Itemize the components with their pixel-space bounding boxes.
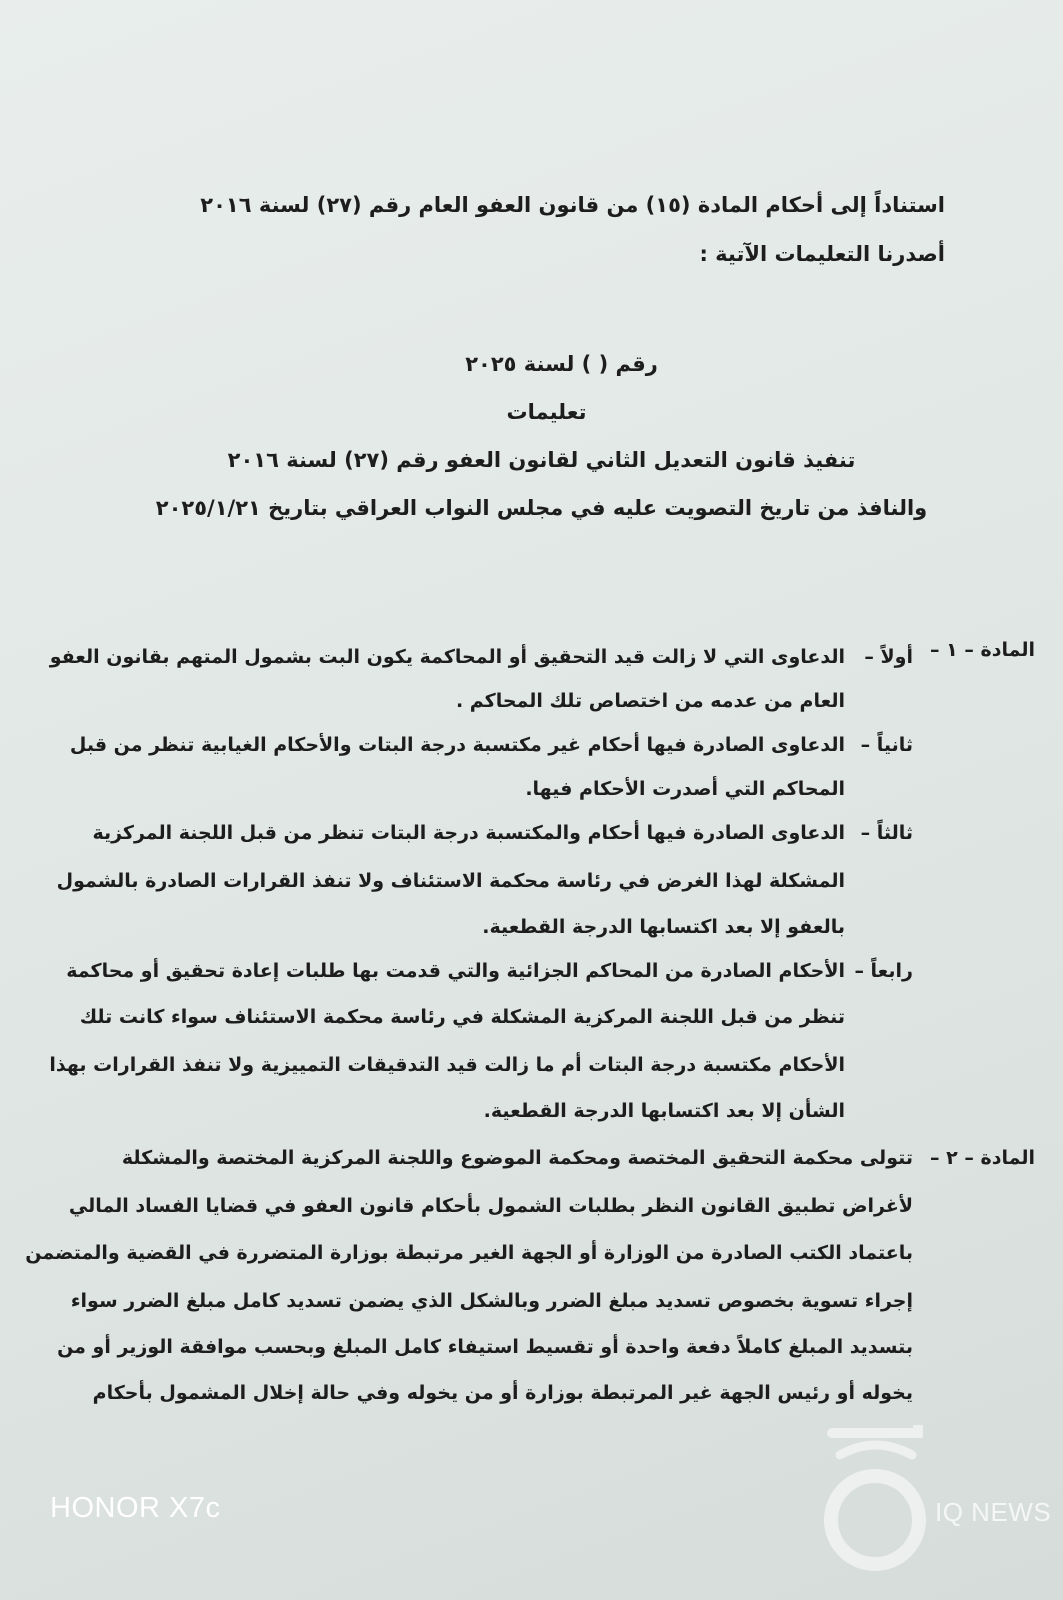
article-1-item-2-label: ثانياً – bbox=[860, 734, 913, 756]
iq-news-logo-icon bbox=[820, 1425, 930, 1575]
article-1-item-4-line-3: الأحكام مكتسبة درجة البتات أم ما زالت قيد التدقيقات التمييزية ولا تنفذ القرارات بهذا bbox=[49, 1054, 845, 1076]
watermark-text: IQ NEWS bbox=[935, 1497, 1052, 1527]
article-1-item-4-line-1: الأحكام الصادرة من المحاكم الجزائية والتي قدمت بها طلبات إعادة تحقيق أو محاكمة bbox=[66, 960, 845, 982]
instruction-number: رقم ( ) لسنة ٢٠٢٥ bbox=[465, 352, 658, 376]
article-2-label: المادة – ٢ – bbox=[930, 1147, 1035, 1169]
article-1-item-2-line-2: المحاكم التي أصدرت الأحكام فيها. bbox=[525, 778, 845, 800]
document-subtitle-line-1: تنفيذ قانون التعديل الثاني لقانون العفو رقم (٢٧) لسنة ٢٠١٦ bbox=[227, 448, 856, 472]
article-1-item-1-label: أولاً – bbox=[864, 646, 913, 668]
article-1-item-3-line-2: المشكلة لهذا الغرض في رئاسة محكمة الاستئناف ولا تنفذ القرارات الصادرة بالشمول bbox=[56, 870, 845, 892]
article-2-line-1: تتولى محكمة التحقيق المختصة ومحكمة الموضوع واللجنة المركزية المختصة والمشكلة bbox=[121, 1147, 913, 1169]
article-1-item-4-line-4: الشأن إلا بعد اكتسابها الدرجة القطعية. bbox=[483, 1100, 845, 1122]
article-2-line-3: باعتماد الكتب الصادرة من الوزارة أو الجهة الغير مرتبطة بوزارة المتضررة في القضية والمتضمن bbox=[25, 1242, 913, 1264]
article-1-item-3-label: ثالثاً – bbox=[860, 822, 913, 844]
article-1-item-2-line-1: الدعاوى الصادرة فيها أحكام غير مكتسبة درجة البتات والأحكام الغيابية تنظر من قبل bbox=[69, 734, 845, 756]
article-1-item-1-line-1: الدعاوى التي لا زالت قيد التحقيق أو المحاكمة يكون البت بشمول المتهم بقانون العفو bbox=[49, 646, 845, 668]
article-1-item-3-line-1: الدعاوى الصادرة فيها أحكام والمكتسبة درجة البتات تنظر من قبل اللجنة المركزية bbox=[92, 822, 845, 844]
article-1-item-1-line-2: العام من عدمه من اختصاص تلك المحاكم . bbox=[455, 690, 845, 712]
article-2-line-6: يخوله أو رئيس الجهة غير المرتبطة بوزارة أو من يخوله وفي حالة إخلال المشمول بأحكام bbox=[92, 1382, 913, 1404]
article-1-item-3-line-3: بالعفو إلا بعد اكتسابها الدرجة القطعية. bbox=[482, 916, 845, 938]
preamble-line-1: استناداً إلى أحكام المادة (١٥) من قانون العفو العام رقم (٢٧) لسنة ٢٠١٦ bbox=[200, 193, 945, 217]
article-2-line-5: بتسديد المبلغ كاملاً دفعة واحدة أو تقسيط استيفاء كامل المبلغ وبحسب موافقة الوزير أو من bbox=[57, 1336, 913, 1358]
article-2-line-4: إجراء تسوية بخصوص تسديد مبلغ الضرر وبالشكل الذي يضمن تسديد كامل مبلغ الضرر سواء bbox=[70, 1290, 913, 1312]
camera-device-label: HONOR X7c bbox=[50, 1492, 221, 1524]
article-1-label: المادة – ١ – bbox=[930, 639, 1035, 661]
article-2-line-2: لأغراض تطبيق القانون النظر بطلبات الشمول بأحكام قانون العفو في قضايا الفساد المالي bbox=[68, 1195, 913, 1217]
article-1-item-4-line-2: تنظر من قبل اللجنة المركزية المشكلة في رئاسة محكمة الاستئناف سواء كانت تلك bbox=[79, 1006, 845, 1028]
preamble-line-2: أصدرنا التعليمات الآتية : bbox=[699, 242, 945, 266]
document-subtitle-line-2: والنافذ من تاريخ التصويت عليه في مجلس النواب العراقي بتاريخ ٢٠٢٥/١/٢١ bbox=[155, 496, 928, 520]
article-1-item-4-label: رابعاً – bbox=[854, 960, 913, 982]
document-title: تعليمات bbox=[506, 400, 587, 424]
